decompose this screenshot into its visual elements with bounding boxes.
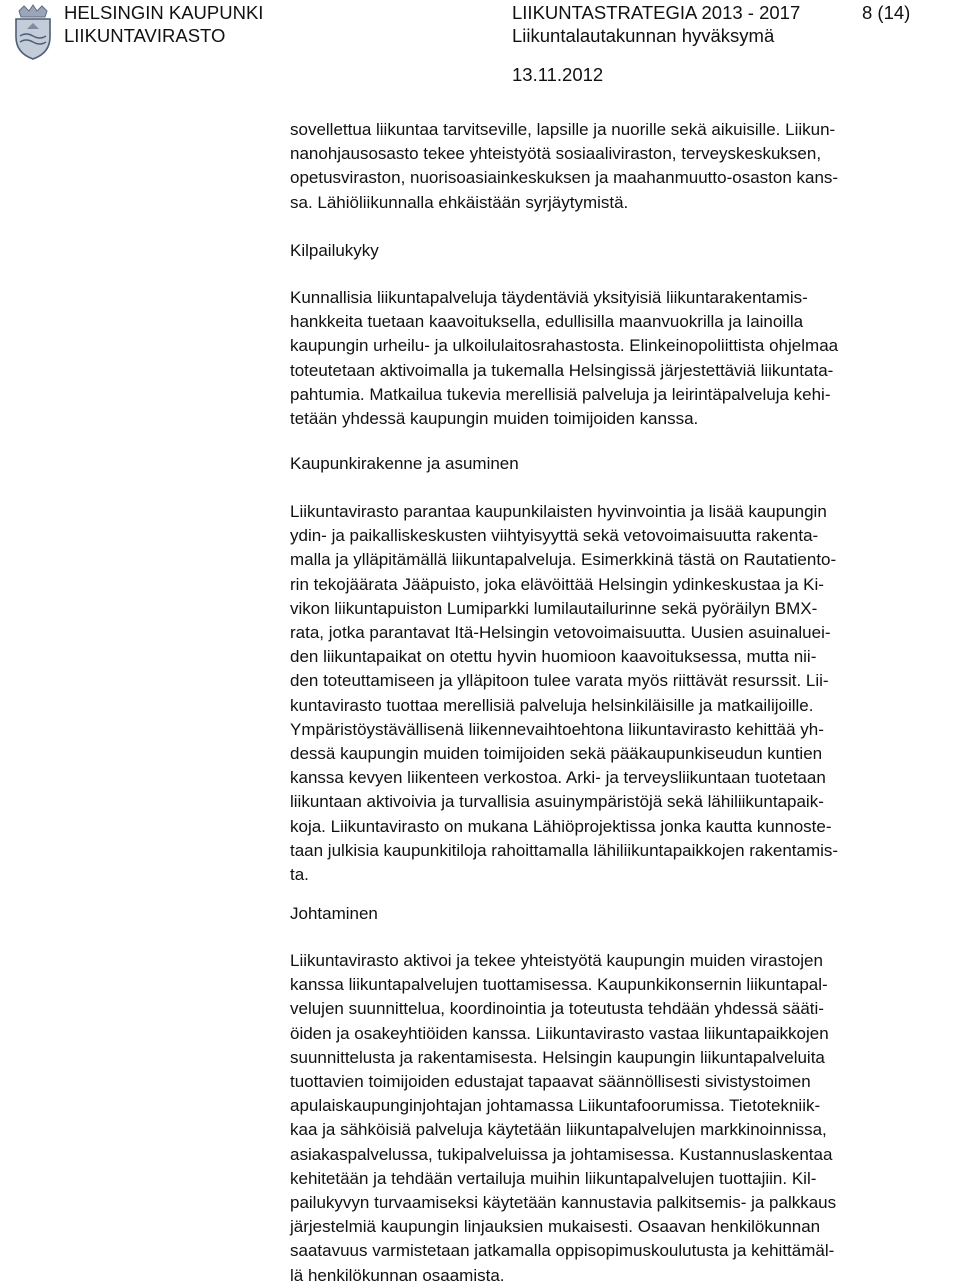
- text-line: lä henkilökunnan osaamista.: [290, 1265, 505, 1285]
- text-line: tetään yhdessä kaupungin muiden toimijoiden kanssa.: [290, 409, 699, 429]
- text-line: opetusviraston, nuorisoasiainkeskuksen ja maahanmuutto-osaston kans-: [290, 168, 839, 188]
- organization-name: HELSINGIN KAUPUNKI: [64, 2, 264, 23]
- text-line: öiden ja osakeyhtiöiden kanssa. Liikuntavirasto vastaa liikuntapaikkojen: [290, 1023, 829, 1043]
- text-line: kanssa liikuntapalvelujen tuottamisessa. Kaupunkikonsernin liikuntapal-: [290, 975, 828, 995]
- department-name: LIIKUNTAVIRASTO: [64, 25, 226, 46]
- text-line: Liikuntavirasto parantaa kaupunkilaisten hyvinvointia ja lisää kaupungin: [290, 502, 827, 521]
- section-heading-kaupunkirakenne: Kaupunkirakenne ja asuminen: [290, 454, 519, 473]
- text-line: Ympäristöystävällisenä liikennevaihtoehtona liikuntavirasto kehittää yh-: [290, 719, 824, 739]
- section-heading-johtaminen: Johtaminen: [290, 904, 378, 923]
- document-date: 13.11.2012: [512, 64, 604, 85]
- intro-paragraph: [290, 118, 960, 215]
- kilpailukyky-paragraph: [290, 286, 960, 431]
- text-line: kaa ja sähköisiä palveluja käytetään liikuntapalvelujen markkinoinnissa,: [290, 1120, 827, 1140]
- text-line: järjestelmiä kaupungin linjauksien mukaisesti. Osaavan henkilökunnan: [290, 1217, 821, 1237]
- text-line: pahtumia. Matkailua tukevia merellisiä palveluja ja leirintäpalveluja kehi-: [290, 384, 831, 404]
- approval-note: Liikuntalautakunnan hyväksymä: [512, 25, 775, 46]
- text-line: koja. Liikuntavirasto on mukana Lähiöprojektissa jonka kautta kunnoste-: [290, 816, 832, 836]
- text-line: nanohjausosasto tekee yhteistyötä sosiaaliviraston, terveyskeskuksen,: [290, 144, 822, 164]
- text-line: taan julkisia kaupunkitiloja rahoittamalla lähiliikuntapaikkojen rakentamis-: [290, 840, 839, 860]
- text-line: sovellettua liikuntaa tarvitseville, lapsille ja nuorille sekä aikuisille. Liikun-: [290, 120, 836, 139]
- text-line: rin tekojäärata Jääpuisto, joka elävöittää Helsingin ydinkeskustaa ja Ki-: [290, 574, 824, 594]
- text-line: apulaiskaupunginjohtajan johtamassa Liikuntafoorumissa. Tietotekniik-: [290, 1096, 821, 1116]
- text-line: den liikuntapaikat on otettu hyvin huomioon kaavoituksessa, mutta nii-: [290, 647, 817, 667]
- text-line: Liikuntavirasto aktivoi ja tekee yhteistyötä kaupungin muiden virastojen: [290, 951, 823, 970]
- section-heading-kilpailukyky: Kilpailukyky: [290, 241, 379, 260]
- text-line: liikuntaan aktivoivia ja turvallisia asuinympäristöjä sekä lähiliikuntapaik-: [290, 792, 824, 812]
- helsinki-crest-icon: [10, 3, 56, 61]
- text-line: velujen suunnittelua, koordinointia ja toteutusta tehdään yhdessä sääti-: [290, 999, 824, 1019]
- text-line: dessä kaupungin muiden toimijoiden sekä pääkaupunkiseudun kuntien: [290, 744, 823, 764]
- document-title: LIIKUNTASTRATEGIA 2013 - 2017: [512, 2, 801, 23]
- text-line: vikon liikuntapuiston Lumiparkki lumilautailurinne sekä pyöräilyn BMX-: [290, 598, 818, 618]
- text-line: hankkeita tuetaan kaavoituksella, edullisilla maanvuokrilla ja lainoilla: [290, 312, 804, 332]
- text-line: suunnittelusta ja rakentamisesta. Helsingin kaupungin liikuntapalveluita: [290, 1047, 825, 1067]
- text-line: ta.: [290, 865, 309, 885]
- text-line: kuntavirasto tuottaa merellisiä palveluja helsinkiläisille ja matkailijoille.: [290, 695, 814, 715]
- text-line: toteutetaan aktivoimalla ja tukemalla Helsingissä järjestettäviä liikuntata-: [290, 360, 834, 380]
- text-line: asiakaspalvelussa, tukipalveluissa ja johtamisessa. Kustannuslaskentaa: [290, 1144, 833, 1164]
- text-line: tuottavien toimijoiden edustajat tapaavat säännöllisesti sivistystoimen: [290, 1072, 811, 1092]
- text-line: malla ja ylläpitämällä liikuntapalveluja. Esimerkkinä tästä on Rautatiento-: [290, 550, 837, 570]
- text-line: rata, jotka parantavat Itä-Helsingin vetovoimaisuutta. Uusien asuinaluei-: [290, 623, 831, 643]
- johtaminen-paragraph: [290, 949, 960, 1288]
- text-line: Kunnallisia liikuntapalveluja täydentäviä yksityisiä liikuntarakentamis-: [290, 288, 808, 307]
- text-line: sa. Lähiöliikunnalla ehkäistään syrjäytymistä.: [290, 192, 629, 212]
- text-line: den toteuttamiseen ja ylläpitoon tulee varata myös riittävät resurssit. Lii-: [290, 671, 829, 691]
- text-line: saatavuus varmistetaan jatkamalla oppisopimuskoulutusta ja kehittämäl-: [290, 1241, 835, 1261]
- kaupunkirakenne-paragraph: [290, 500, 960, 887]
- text-line: kanssa kevyen liikenteen verkostoa. Arki- ja terveysliikuntaan tuotetaan: [290, 768, 826, 788]
- text-line: pailukyvyn turvaamiseksi käytetään kannustavia palkitsemis- ja palkkaus: [290, 1193, 837, 1213]
- page-number: 8 (14): [862, 2, 911, 23]
- text-line: kehitetään ja tehdään vertailuja muihin liikuntapalvelujen tuottajiin. Kil-: [290, 1168, 817, 1188]
- text-line: ydin- ja paikalliskeskusten viihtyisyyttä sekä vetovoimaisuutta rakenta-: [290, 526, 819, 546]
- text-line: kaupungin urheilu- ja ulkoilulaitosrahastosta. Elinkeinopoliittista ohjelmaa: [290, 336, 839, 356]
